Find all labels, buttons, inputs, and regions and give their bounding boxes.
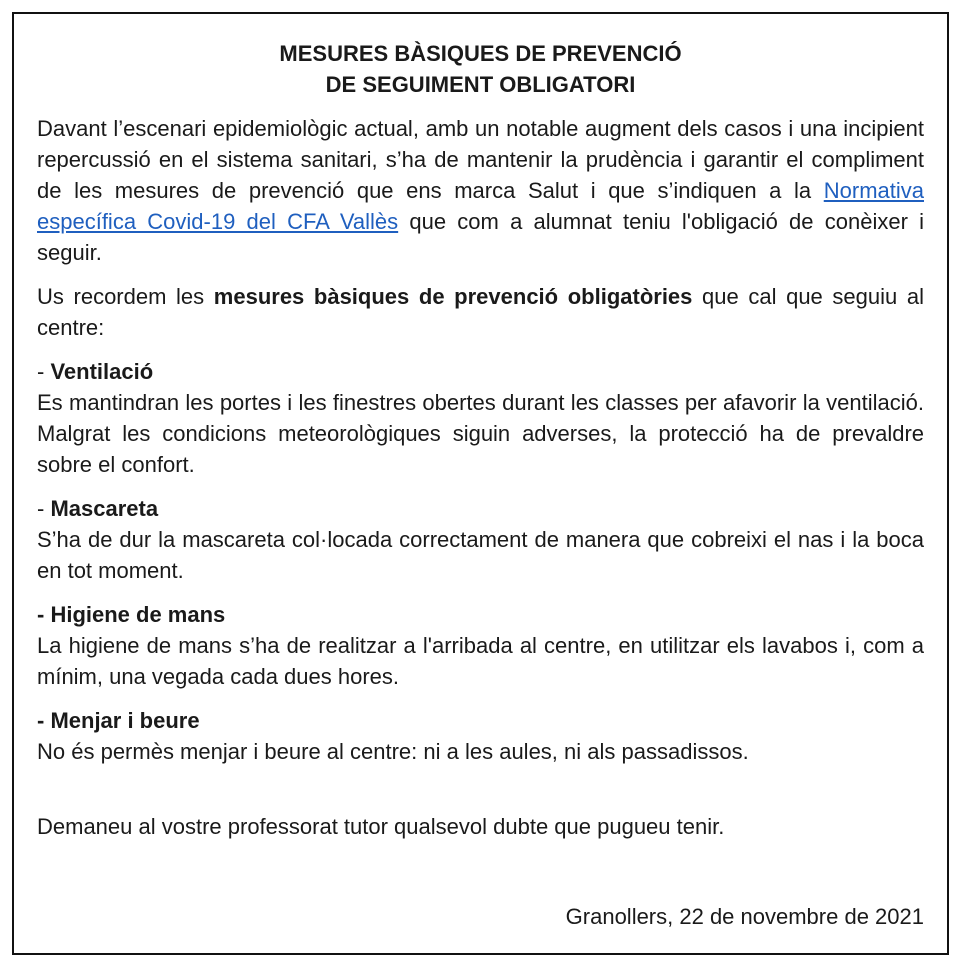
section-dash: - <box>37 359 51 384</box>
page-title <box>37 38 924 100</box>
title-line-2: DE SEGUIMENT OBLIGATORI <box>325 72 636 97</box>
signature-date: Granollers, 22 de novembre de 2021 <box>565 904 924 929</box>
normativa-link[interactable]: Normativa específica Covid-19 del CFA Vallès <box>37 178 924 234</box>
intro-paragraph <box>37 113 924 268</box>
section-heading-text: Mascareta <box>50 496 159 521</box>
intro-text-after-link: que com a alumnat teniu l'obligació de conèixer i seguir. <box>37 209 924 265</box>
section-ventilacio <box>37 356 924 480</box>
reminder-text-after: que cal que seguiu al centre: <box>37 284 924 340</box>
notice-frame <box>12 12 949 955</box>
reminder-bold-text: mesures bàsiques de prevenció obligatòries <box>213 284 693 309</box>
section-body: Es mantindran les portes i les finestres obertes durant les classes per afavorir la ventilació. Malgrat les condicions meteorològiques siguin adverses, la protecció ha de prevaldre sobre el confort. <box>37 390 924 477</box>
section-heading <box>37 356 924 387</box>
section-body: No és permès menjar i beure al centre: ni a les aules, ni als passadissos. <box>37 739 749 764</box>
title-line-1: MESURES BÀSIQUES DE PREVENCIÓ <box>279 41 682 66</box>
section-mascareta <box>37 493 924 586</box>
section-heading <box>37 493 924 524</box>
section-body: S’ha de dur la mascareta col·locada correctament de manera que cobreixi el nas i la boca en tot moment. <box>37 527 924 583</box>
section-body: La higiene de mans s’ha de realitzar a l'arribada al centre, en utilitzar els lavabos i, com a mínim, una vegada cada dues hores. <box>37 633 924 689</box>
reminder-text-before: Us recordem les <box>37 284 214 309</box>
intro-text-before-link: Davant l’escenari epidemiològic actual, amb un notable augment dels casos i una incipient repercussió en el sistema sanitari, s’ha de mantenir la prudència i garantir el compliment de les mesures de prevenció que ens marca Salut i que s’indiquen a la <box>37 116 924 203</box>
notice-content <box>37 38 924 842</box>
section-heading: - Menjar i beure <box>37 708 200 733</box>
section-dash: - <box>37 496 51 521</box>
section-higiene-de-mans <box>37 599 924 692</box>
section-menjar-i-beure <box>37 705 924 767</box>
section-heading: - Higiene de mans <box>37 602 226 627</box>
closing-paragraph: Demaneu al vostre professorat tutor qualsevol dubte que pugueu tenir. <box>37 814 725 839</box>
reminder-paragraph <box>37 281 924 343</box>
section-heading-text: Ventilació <box>50 359 154 384</box>
